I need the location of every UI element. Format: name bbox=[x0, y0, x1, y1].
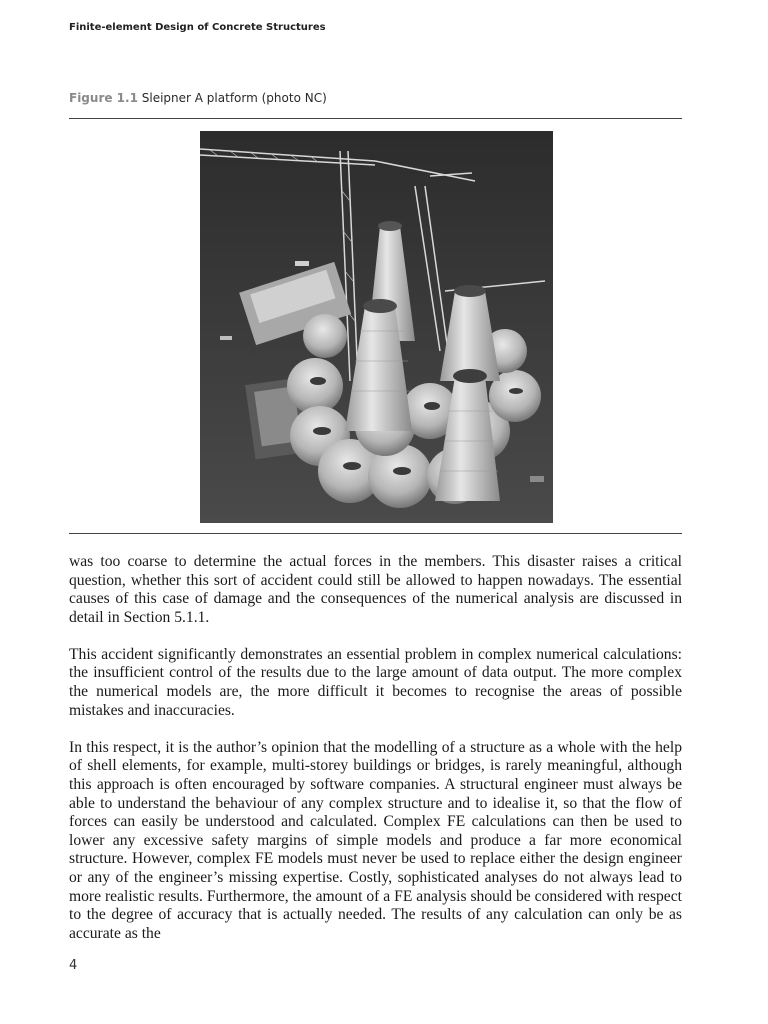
sleipner-platform-photo bbox=[200, 131, 553, 523]
paragraph-1: was too coarse to determine the actual forces in the members. This disaster raises a critical question, whether this sort of accident could still be allowed to happen nowadays. The essential causes of this case of damage and the consequences of the numerical analysis are discussed in detail in Section 5.1.1. bbox=[69, 553, 682, 626]
page-number: 4 bbox=[69, 958, 78, 973]
paragraph-2: This accident significantly demonstrates an essential problem in complex numerical calculations: the insufficient control of the results due to the large amount of data output. The more complex the numerical models are, the more difficult it becomes to recognise the areas of possible mistakes and inaccuracies. bbox=[69, 645, 682, 719]
figure-label: Figure 1.1 bbox=[69, 91, 138, 105]
caption-rule bbox=[69, 118, 682, 119]
figure-caption bbox=[69, 91, 327, 105]
figure-caption-text: Sleipner A platform (photo NC) bbox=[141, 91, 327, 105]
paragraph-3: In this respect, it is the author’s opinion that the modelling of a structure as a whole with the help of shell elements, for example, multi-storey buildings or bridges, is rarely meaningful, although this approach is often encouraged by software companies. A structural engineer must always be able to understand the behaviour of any complex structure and to idealise it, so that the flow of forces can easily be understood and calculated. Complex FE calculations can then be used to lower any excessive safety margins of simple models and produce a far more economical structure. However, complex FE models must never be used to replace either the design engineer or any of the engineer’s missing expertise. Costly, sophisticated analyses do not always lead to more realistic results. Furthermore, the amount of a FE analysis should be considered with respect to the degree of accuracy that is actually needed. The results of any calculation can only be as accurate as the bbox=[69, 738, 682, 942]
figure-bottom-rule bbox=[69, 533, 682, 534]
body-text bbox=[69, 553, 682, 962]
running-header: Finite-element Design of Concrete Structures bbox=[69, 22, 326, 33]
